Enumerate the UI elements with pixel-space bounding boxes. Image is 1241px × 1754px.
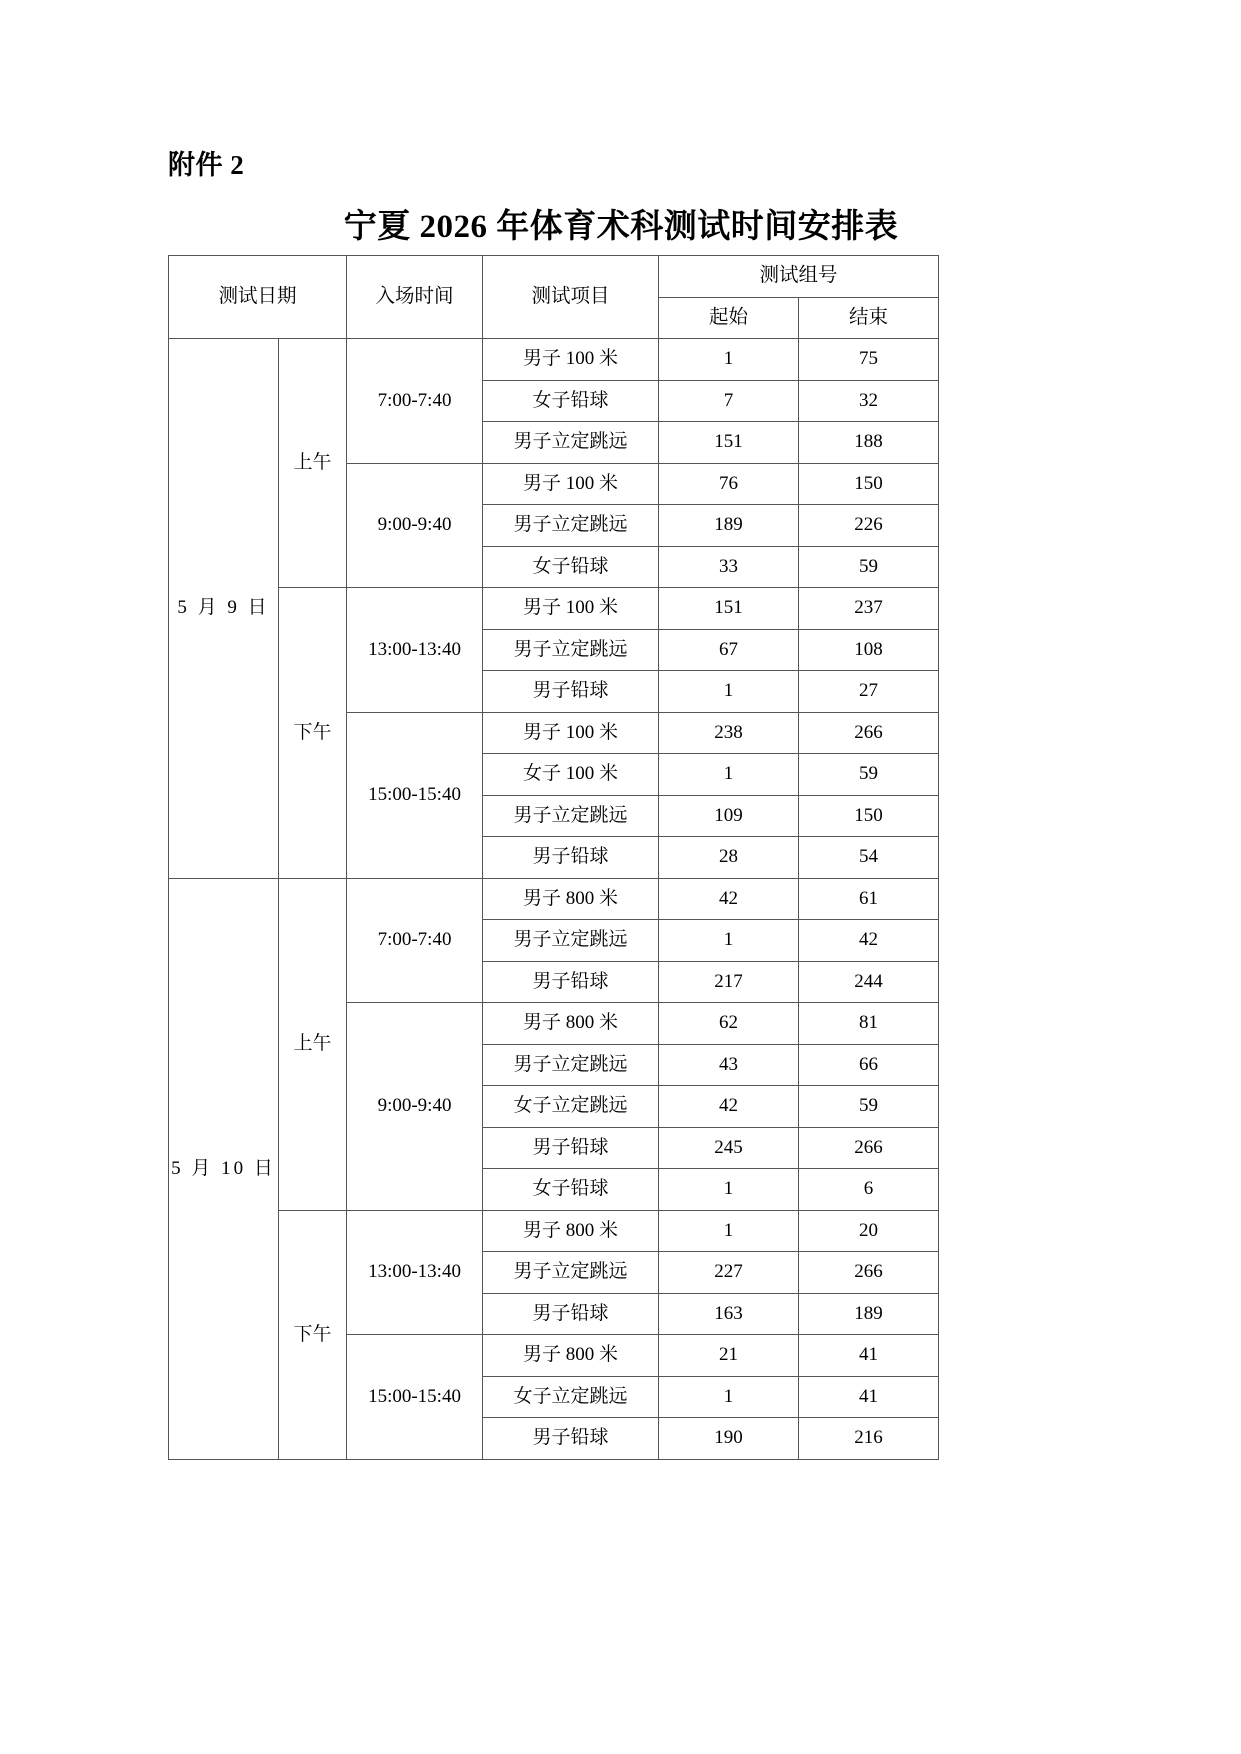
cell-group-start: 245 bbox=[659, 1127, 799, 1169]
cell-event: 男子立定跳远 bbox=[483, 505, 659, 547]
column-header-end: 结束 bbox=[799, 297, 939, 339]
cell-entry-time: 7:00-7:40 bbox=[347, 339, 483, 464]
cell-group-start: 189 bbox=[659, 505, 799, 547]
cell-group-end: 41 bbox=[799, 1335, 939, 1377]
cell-group-start: 1 bbox=[659, 671, 799, 713]
cell-event: 男子立定跳远 bbox=[483, 1044, 659, 1086]
cell-group-start: 1 bbox=[659, 339, 799, 381]
cell-group-start: 151 bbox=[659, 422, 799, 464]
cell-group-start: 67 bbox=[659, 629, 799, 671]
cell-event: 女子铅球 bbox=[483, 1169, 659, 1211]
cell-group-end: 59 bbox=[799, 546, 939, 588]
cell-group-start: 151 bbox=[659, 588, 799, 630]
cell-group-end: 266 bbox=[799, 1127, 939, 1169]
cell-group-start: 217 bbox=[659, 961, 799, 1003]
cell-group-start: 42 bbox=[659, 878, 799, 920]
cell-group-end: 6 bbox=[799, 1169, 939, 1211]
cell-group-start: 1 bbox=[659, 1169, 799, 1211]
cell-event: 男子立定跳远 bbox=[483, 629, 659, 671]
table-row bbox=[169, 1210, 939, 1252]
cell-period: 下午 bbox=[279, 1210, 347, 1459]
cell-event: 男子立定跳远 bbox=[483, 920, 659, 962]
cell-event: 男子 800 米 bbox=[483, 1210, 659, 1252]
cell-event: 男子 800 米 bbox=[483, 1335, 659, 1377]
cell-group-start: 28 bbox=[659, 837, 799, 879]
page-title: 宁夏 2026 年体育术科测试时间安排表 bbox=[343, 209, 899, 245]
cell-event: 男子铅球 bbox=[483, 1418, 659, 1460]
cell-test-date: 5 月 9 日 bbox=[169, 339, 279, 879]
table-header-row-primary bbox=[169, 256, 939, 298]
cell-period: 下午 bbox=[279, 588, 347, 879]
cell-group-end: 226 bbox=[799, 505, 939, 547]
cell-group-end: 266 bbox=[799, 712, 939, 754]
cell-event: 女子立定跳远 bbox=[483, 1086, 659, 1128]
cell-group-end: 54 bbox=[799, 837, 939, 879]
cell-period: 上午 bbox=[279, 339, 347, 588]
cell-group-end: 188 bbox=[799, 422, 939, 464]
cell-entry-time: 7:00-7:40 bbox=[347, 878, 483, 1003]
cell-event: 女子立定跳远 bbox=[483, 1376, 659, 1418]
cell-group-start: 1 bbox=[659, 754, 799, 796]
cell-group-start: 190 bbox=[659, 1418, 799, 1460]
cell-entry-time: 15:00-15:40 bbox=[347, 712, 483, 878]
cell-group-end: 81 bbox=[799, 1003, 939, 1045]
table-row bbox=[169, 339, 939, 381]
cell-event: 男子铅球 bbox=[483, 1127, 659, 1169]
cell-group-end: 27 bbox=[799, 671, 939, 713]
cell-group-start: 163 bbox=[659, 1293, 799, 1335]
cell-event: 男子 100 米 bbox=[483, 463, 659, 505]
cell-group-end: 41 bbox=[799, 1376, 939, 1418]
cell-event: 男子铅球 bbox=[483, 961, 659, 1003]
cell-group-end: 61 bbox=[799, 878, 939, 920]
cell-event: 男子铅球 bbox=[483, 837, 659, 879]
cell-event: 男子 800 米 bbox=[483, 878, 659, 920]
cell-group-start: 109 bbox=[659, 795, 799, 837]
cell-entry-time: 15:00-15:40 bbox=[347, 1335, 483, 1460]
cell-group-end: 20 bbox=[799, 1210, 939, 1252]
cell-group-end: 150 bbox=[799, 795, 939, 837]
table-row bbox=[169, 878, 939, 920]
cell-event: 男子立定跳远 bbox=[483, 795, 659, 837]
cell-group-end: 59 bbox=[799, 754, 939, 796]
cell-entry-time: 9:00-9:40 bbox=[347, 463, 483, 588]
cell-group-start: 42 bbox=[659, 1086, 799, 1128]
cell-group-end: 150 bbox=[799, 463, 939, 505]
cell-group-start: 1 bbox=[659, 920, 799, 962]
cell-entry-time: 13:00-13:40 bbox=[347, 588, 483, 713]
cell-group-end: 216 bbox=[799, 1418, 939, 1460]
column-header-group-no: 测试组号 bbox=[659, 256, 939, 298]
cell-group-end: 66 bbox=[799, 1044, 939, 1086]
cell-test-date: 5 月 10 日 bbox=[169, 878, 279, 1459]
cell-group-start: 7 bbox=[659, 380, 799, 422]
cell-group-start: 62 bbox=[659, 1003, 799, 1045]
cell-group-end: 108 bbox=[799, 629, 939, 671]
cell-group-end: 42 bbox=[799, 920, 939, 962]
column-header-entry-time: 入场时间 bbox=[347, 256, 483, 339]
cell-entry-time: 9:00-9:40 bbox=[347, 1003, 483, 1211]
cell-event: 男子铅球 bbox=[483, 1293, 659, 1335]
cell-group-start: 227 bbox=[659, 1252, 799, 1294]
cell-group-start: 33 bbox=[659, 546, 799, 588]
cell-group-start: 76 bbox=[659, 463, 799, 505]
table-body bbox=[169, 339, 939, 1460]
cell-event: 男子铅球 bbox=[483, 671, 659, 713]
column-header-event: 测试项目 bbox=[483, 256, 659, 339]
cell-group-start: 1 bbox=[659, 1210, 799, 1252]
cell-group-end: 75 bbox=[799, 339, 939, 381]
cell-group-end: 237 bbox=[799, 588, 939, 630]
column-header-start: 起始 bbox=[659, 297, 799, 339]
cell-event: 女子 100 米 bbox=[483, 754, 659, 796]
cell-event: 男子 100 米 bbox=[483, 712, 659, 754]
cell-group-start: 1 bbox=[659, 1376, 799, 1418]
cell-group-end: 189 bbox=[799, 1293, 939, 1335]
table-row bbox=[169, 588, 939, 630]
cell-group-start: 43 bbox=[659, 1044, 799, 1086]
cell-group-start: 21 bbox=[659, 1335, 799, 1377]
cell-event: 男子 100 米 bbox=[483, 339, 659, 381]
cell-period: 上午 bbox=[279, 878, 347, 1210]
cell-event: 女子铅球 bbox=[483, 546, 659, 588]
cell-event: 男子 100 米 bbox=[483, 588, 659, 630]
schedule-table bbox=[168, 255, 939, 1460]
attachment-label: 附件 2 bbox=[168, 150, 245, 180]
cell-group-start: 238 bbox=[659, 712, 799, 754]
cell-event: 女子铅球 bbox=[483, 380, 659, 422]
column-header-date: 测试日期 bbox=[169, 256, 347, 339]
cell-group-end: 32 bbox=[799, 380, 939, 422]
cell-entry-time: 13:00-13:40 bbox=[347, 1210, 483, 1335]
cell-group-end: 266 bbox=[799, 1252, 939, 1294]
cell-event: 男子立定跳远 bbox=[483, 422, 659, 464]
cell-group-end: 59 bbox=[799, 1086, 939, 1128]
cell-event: 男子立定跳远 bbox=[483, 1252, 659, 1294]
cell-group-end: 244 bbox=[799, 961, 939, 1003]
table-head bbox=[169, 256, 939, 339]
cell-event: 男子 800 米 bbox=[483, 1003, 659, 1045]
